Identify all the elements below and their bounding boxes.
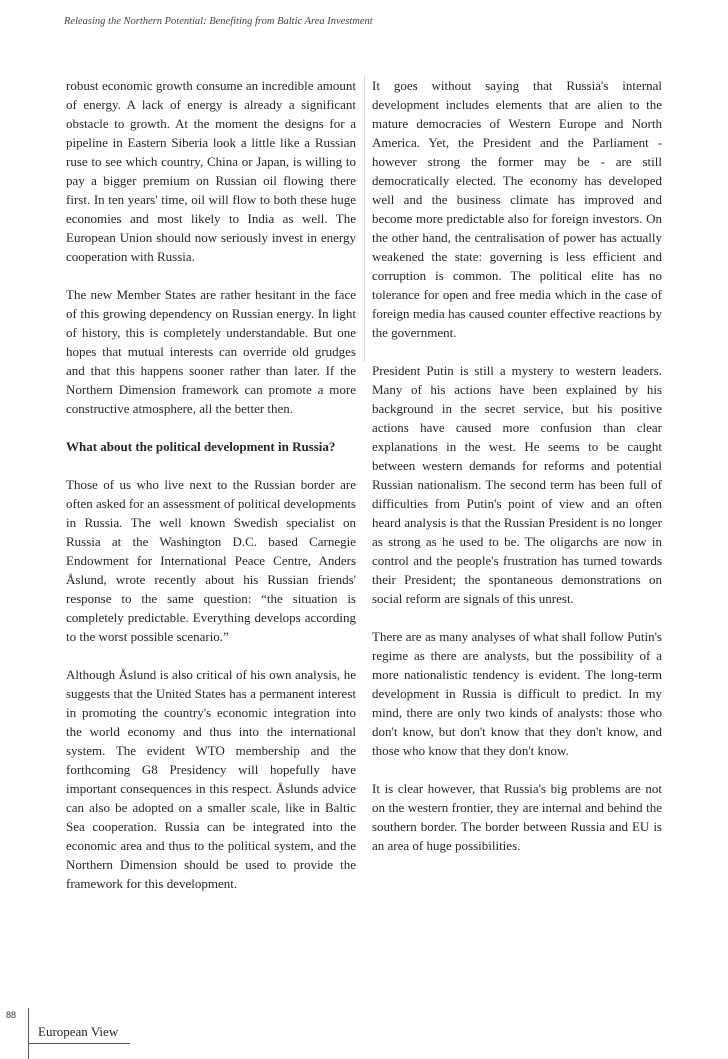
- paragraph: It goes without saying that Russia's internal development includes elements that are alien to the mature democracies of Western Europe and North America. Yet, the President and the Parliament - however strong the former may be - are still democratically elected. The economy has developed well and the business climate has improved and become more predictable also for foreign investors. On the other hand, the centralisation of power has actually weakened the state: governing is less efficient and corruption is common. The political elite has no tolerance for open and free media which in the case of foreign media has caused counter effective reactions by the government.: [372, 78, 662, 340]
- paragraph: The new Member States are rather hesitant in the face of this growing dependency on Russian energy. In light of history, this is completely understandable. But one hopes that mutual interests can override old grudges and that this happens sooner rather than later. If the Northern Dimension framework can promote a more constructive atmosphere, all the better then.: [66, 287, 356, 416]
- page-number: 88: [6, 1010, 17, 1020]
- paragraph: Those of us who live next to the Russian border are often asked for an assessment of political developments in Russia. The well known Swedish specialist on Russia at the Washington D.C. based Carnegie Endowment for International Peace Centre, Anders Åslund, wrote recently about his Russian friends' response to the same question: “the situation is completely predictable. Everything develops according to the worst possible scenario.”: [66, 477, 356, 644]
- paragraph: It is clear however, that Russia's big problems are not on the western frontier, they are internal and behind the southern border. The border between Russia and EU is an area of huge possibilities.: [372, 781, 662, 853]
- paragraph: Although Åslund is also critical of his own analysis, he suggests that the United States has a permanent interest in promoting the country's economic integration into the world economy and thus into the international system. The evident WTO membership and the forthcoming G8 Presidency will hopefully have important consequences in this respect. Åslunds advice can also be adopted on a smaller scale, like in Baltic Sea cooperation. Russia can be integrated into the economic area and thus to the political system, and the Northern Dimension should be used to provide the framework for this development.: [66, 667, 356, 891]
- running-header: Releasing the Northern Potential: Benefiting from Baltic Area Investment: [64, 16, 373, 27]
- section-heading: What about the political development in Russia?: [66, 439, 336, 454]
- footer-publication-title: European View: [38, 1024, 119, 1039]
- paragraph: President Putin is still a mystery to western leaders. Many of his actions have been explained by his background in the secret service, but his positive actions have caused more confusion than clear explanations in the west. He seems to be caught between western demands for reforms and potential Russian nationalism. The second term has been full of difficulties from Putin's point of view and an often heard analysis is that the Russian President is no longer as strong as he used to be. The oligarchs are now in control and the people's frustration has turned towards their President; the spontaneous demonstrations on social reform are signals of this unrest.: [372, 363, 662, 606]
- left-column: [66, 76, 356, 912]
- right-column: [372, 76, 662, 874]
- paragraph: There are as many analyses of what shall follow Putin's regime as there are analysts, but the possibility of a more nationalistic tendency is evident. The long-term development in Russia is difficult to predict. In my mind, there are only two kinds of analysts: those who don't know, but don't know that they don't know, and those who know that they don't know.: [372, 629, 662, 758]
- column-divider: [364, 76, 365, 362]
- footer-rule: [28, 1043, 130, 1044]
- paragraph: robust economic growth consume an incredible amount of energy. A lack of energy is already a significant obstacle to growth. At the moment the designs for a pipeline in Eastern Siberia look a little like a Russian ruse to see which country, China or Japan, is willing to pay a bigger premium on Russian oil flowing there first. In ten years' time, oil will flow to both these huge economies and most likely to India as well. The European Union should now seriously invest in energy cooperation with Russia.: [66, 78, 356, 264]
